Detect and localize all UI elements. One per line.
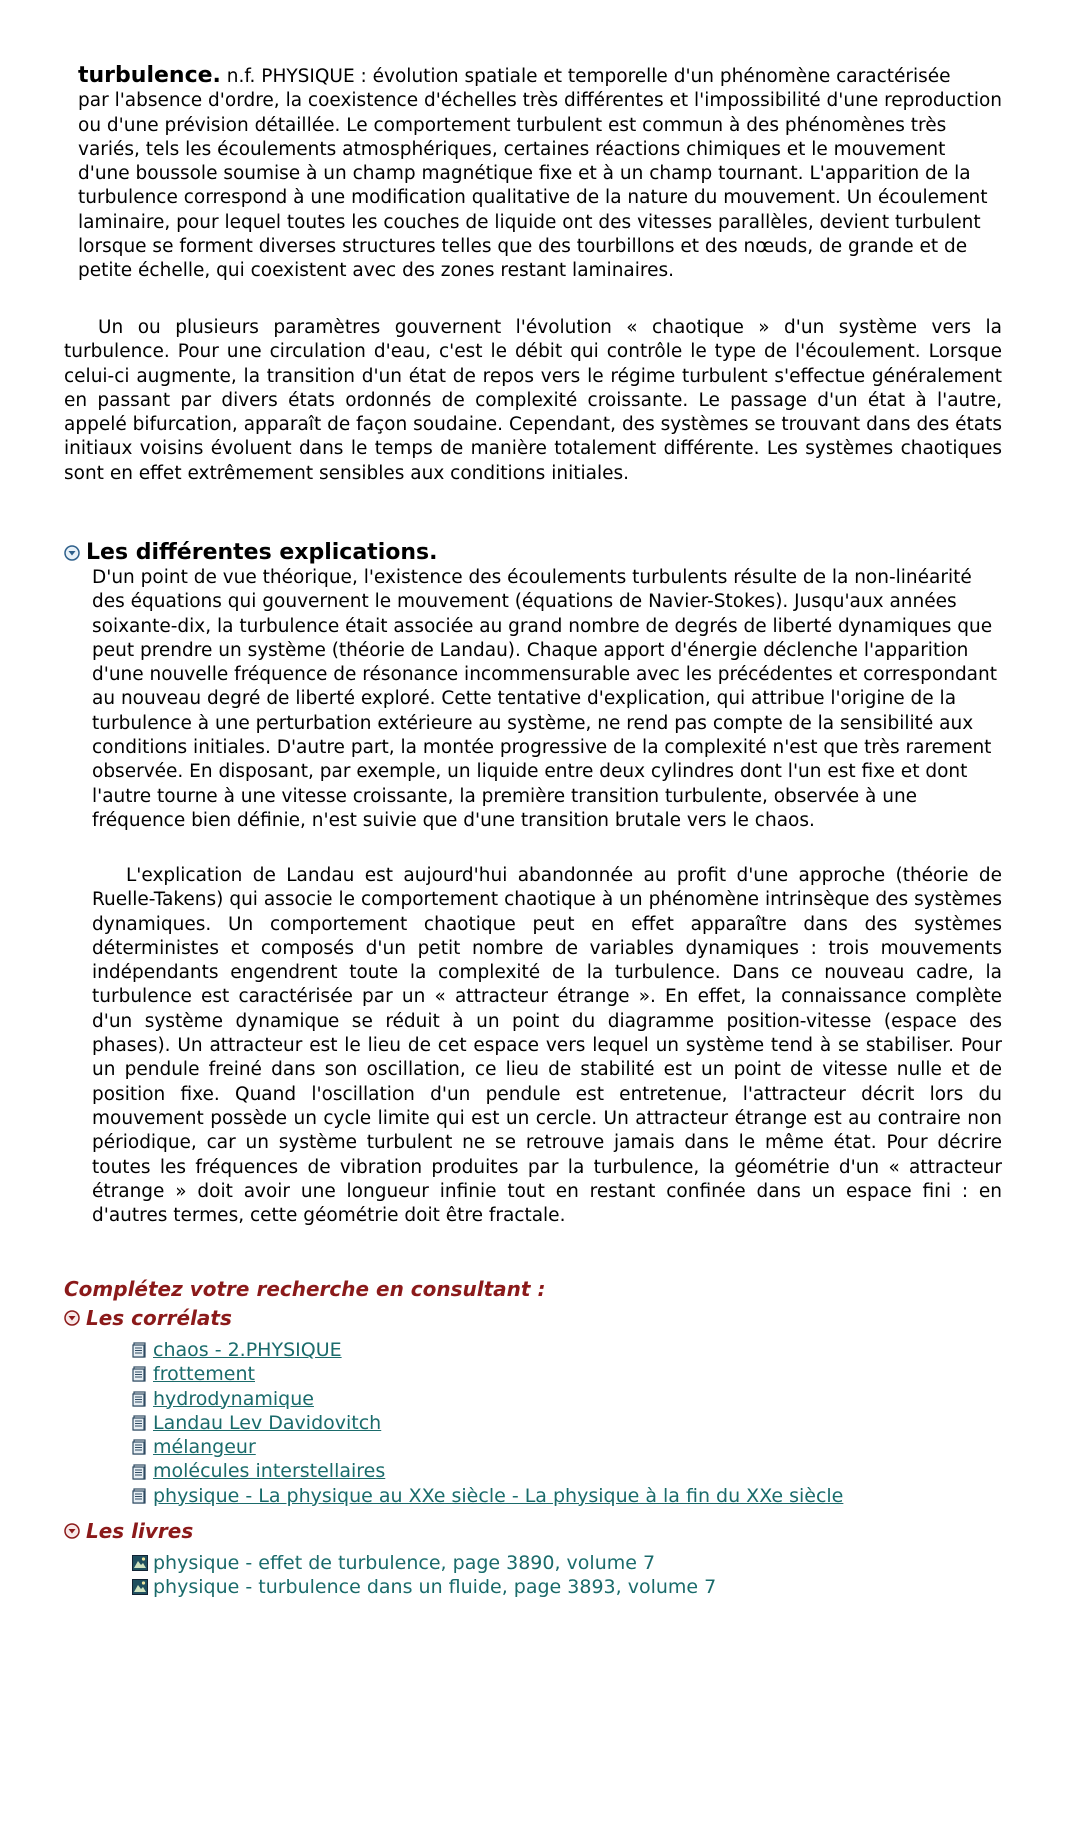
list-item[interactable] — [132, 1484, 843, 1508]
article-intro — [64, 64, 1002, 284]
document-icon — [132, 1391, 148, 1407]
livres-heading[interactable] — [64, 1519, 193, 1543]
correlats-title: Les corrélats — [86, 1306, 232, 1330]
expand-arrow-icon[interactable] — [64, 1523, 80, 1539]
book-reference[interactable]: physique - effet de turbulence, page 3890, volume 7 — [153, 1552, 656, 1574]
section-paragraph-2: L'explication de Landau est aujourd'hui abandonnée au profit d'une approche (théorie de Ruelle-Takens) qui associe le comportement chaotique à un phénomène intrinsèque des systèmes dynamiques. Un comportement chaotique peut en effet apparaître dans des systèmes déterministes et composés d'un petit nombre de variables dynamiques : trois mouvements indépendants engendrent toute la complexité de la turbulence. Dans ce nouveau cadre, la turbulence est caractérisée par un « attracteur étrange ». En effet, la connaissance complète d'un système dynamique se réduit à un point du diagramme position-vitesse (espace des phases). Un attracteur est le lieu de cet espace vers lequel un système tend à se stabiliser. Pour un pendule freiné dans son oscillation, ce lieu de stabilité est un point de vitesse nulle et de position fixe. Quand l'oscillation d'un pendule est entretenue, l'attracteur décrit lors du mouvement possède un cycle limite qui est un cercle. Un attracteur étrange est au contraire non périodique, car un système turbulent ne se retrouve jamais dans le même état. Pour décrire toutes les fréquences de vibration produites par la turbulence, la géométrie d'un « attracteur étrange » doit avoir une longueur infinie tout en restant confinée dans un espace fini : en d'autres termes, cette géométrie doit être fractale. — [92, 865, 1002, 1227]
intro-text: par l'absence d'ordre, la coexistence d'échelles très différentes et l'impossibilité d'une reproduction ou d'une prévision détaillée. Le comportement turbulent est commun à des phénomènes très variés, tels les écoulements atmosphériques, certaines réactions chimiques et le mouvement d'une boussole soumise à un champ magnétique fixe et à un champ tournant. L'apparition de la turbulence correspond à une modification qualitative de la nature du mouvement. Un écoulement laminaire, pour lequel toutes les couches de liquide ont des vitesses parallèles, devient turbulent lorsque se forment diverses structures telles que des tourbillons et des nœuds, de grande et de petite échelle, qui coexistent avec des zones restant laminaires. — [78, 90, 1003, 282]
document-icon — [132, 1415, 148, 1431]
list-item[interactable] — [132, 1411, 843, 1435]
list-item[interactable] — [132, 1435, 843, 1459]
article-paragraph-2: Un ou plusieurs paramètres gouvernent l'évolution « chaotique » d'un système vers la turbulence. Pour une circulation d'eau, c'est le débit qui contrôle le type de l'écoulement. Lorsque celui-ci augmente, la transition d'un état de repos vers le régime turbulent s'effectue généralement en passant par divers états ordonnés de complexité croissante. Le passage d'un état à l'autre, appelé bifurcation, apparaît de façon soudaine. Cependant, des systèmes se trouvant dans des états initiaux voisins évoluent dans le temps de manière totalement différente. Les systèmes chaotiques sont en effet extrêmement sensibles aux conditions initiales. — [64, 317, 1002, 484]
document-icon — [132, 1366, 148, 1382]
document-icon — [132, 1342, 148, 1358]
document-icon — [132, 1464, 148, 1480]
correlats-list — [132, 1338, 843, 1508]
document-icon — [132, 1439, 148, 1455]
expand-arrow-icon[interactable] — [64, 1310, 80, 1326]
list-item[interactable] — [132, 1338, 843, 1362]
document-icon — [132, 1488, 148, 1504]
related-intro: Complétez votre recherche en consultant : — [64, 1277, 546, 1301]
correlat-link[interactable]: hydrodynamique — [153, 1387, 314, 1410]
book-image-icon — [132, 1555, 148, 1571]
correlat-link[interactable]: chaos - 2.PHYSIQUE — [153, 1339, 342, 1361]
intro-first-line — [64, 64, 1002, 89]
correlat-link[interactable]: mélangeur — [153, 1436, 256, 1459]
list-item[interactable] — [132, 1551, 716, 1575]
headword: turbulence. — [78, 63, 221, 88]
section-title-text: Les différentes explications. — [86, 540, 438, 565]
list-item[interactable] — [132, 1575, 716, 1599]
section-title[interactable] — [64, 540, 437, 565]
list-item[interactable] — [132, 1362, 843, 1386]
correlat-link[interactable]: molécules interstellaires — [153, 1460, 386, 1483]
book-reference[interactable]: physique - turbulence dans un fluide, page 3893, volume 7 — [153, 1576, 717, 1599]
livres-title: Les livres — [86, 1519, 194, 1543]
intro-definition-start: n.f. PHYSIQUE : évolution spatiale et temporelle d'un phénomène caractérisée — [220, 66, 951, 87]
correlat-link[interactable]: Landau Lev Davidovitch — [153, 1411, 382, 1434]
book-image-icon — [132, 1579, 148, 1595]
section-paragraph-1: D'un point de vue théorique, l'existence des écoulements turbulents résulte de la non-linéarité des équations qui gouvernent le mouvement (équations de Navier-Stokes). Jusqu'aux années soixante-dix, la turbulence était associée au grand nombre de degrés de liberté dynamiques que peut prendre un système (théorie de Landau). Chaque apport d'énergie déclenche l'apparition d'une nouvelle fréquence de résonance incommensurable avec les précédentes et correspondant au nouveau degré de liberté exploré. Cette tentative d'explication, qui attribue l'origine de la turbulence à une perturbation extérieure au système, ne rend pas compte de la sensibilité aux conditions initiales. D'autre part, la montée progressive de la complexité n'est que très rarement observée. En disposant, par exemple, un liquide entre deux cylindres dont l'un est fixe et dont l'autre tourne à une vitesse croissante, la première transition turbulente, observée à une fréquence bien définie, n'est suivie que d'une transition brutale vers le chaos. — [92, 567, 998, 831]
correlat-link[interactable]: physique - La physique au XXe siècle - La physique à la fin du XXe siècle — [153, 1484, 844, 1507]
correlat-link[interactable]: frottement — [153, 1363, 255, 1386]
list-item[interactable] — [132, 1387, 843, 1411]
correlats-heading[interactable] — [64, 1306, 232, 1330]
expand-arrow-icon[interactable] — [64, 545, 80, 561]
list-item[interactable] — [132, 1459, 843, 1483]
intro-definition-rest — [64, 89, 1002, 283]
livres-list — [132, 1551, 716, 1600]
